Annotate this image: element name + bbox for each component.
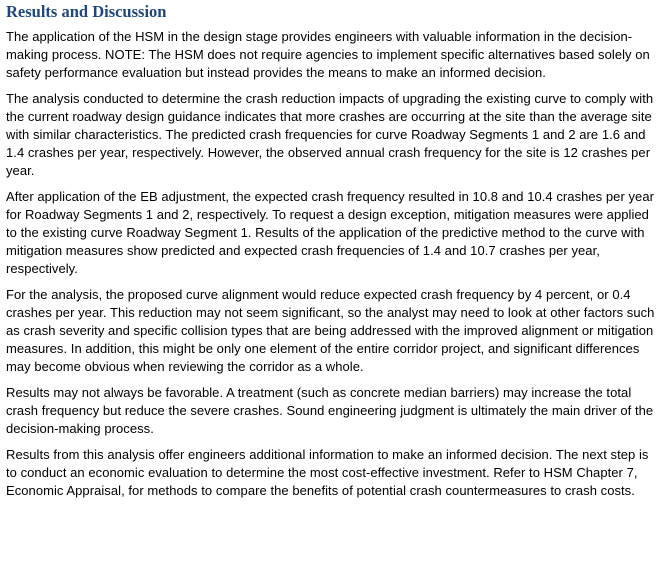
paragraph-hsm-design-stage: The application of the HSM in the design stage provides engineers with valuable information in the decision-making process. NOTE: The HSM does not require agencies to implement specific alternatives based solely on safety performance evaluation but instead provides the means to make an informed decision. [6,29,650,80]
section-heading: Results and Discussion [6,2,167,21]
paragraph-crash-reduction-analysis: The analysis conducted to determine the crash reduction impacts of upgrading the existing curve to comply with the current roadway design guidance indicates that more crashes are occurring at the site than the average site with similar characteristics. The predicted crash frequencies for curve Roadway Segments 1 and 2 are 1.6 and 1.4 crashes per year, respectively. However, the observed annual crash frequency for the site is 12 crashes per year. [6,91,654,178]
paragraph-eb-adjustment: After application of the EB adjustment, the expected crash frequency resulted in 10.8 and 10.4 crashes per year for Roadway Segments 1 and 2, respectively. To request a design exception, mitigation measures were applied to the existing curve Roadway Segment 1. Results of the application of the predictive method to the curve with mitigation measures show predicted and expected crash frequencies of 1.4 and 10.7 crashes per year, respectively. [6,189,654,276]
paragraph-proposed-alignment: For the analysis, the proposed curve alignment would reduce expected crash frequency by 4 percent, or 0.4 crashes per year. This reduction may not seem significant, so the analyst may need to look at other factors such as crash severity and specific collision types that are being addressed with the improved alignment or mitigation measures. In addition, this might be only one element of the entire corridor project, and significant differences may become obvious when reviewing the corridor as a whole. [6,287,655,374]
paragraph-results-not-favorable: Results may not always be favorable. A treatment (such as concrete median barriers) may increase the total crash frequency but reduce the severe crashes. Sound engineering judgment is ultimately the main driver of the decision-making process. [6,385,654,436]
paragraph-next-step: Results from this analysis offer engineers additional information to make an informed decision. The next step is to conduct an economic evaluation to determine the most cost-effective investment. Refer to HSM Chapter 7, Economic Appraisal, for methods to compare the benefits of potential crash countermeasures to crash costs. [6,447,649,498]
